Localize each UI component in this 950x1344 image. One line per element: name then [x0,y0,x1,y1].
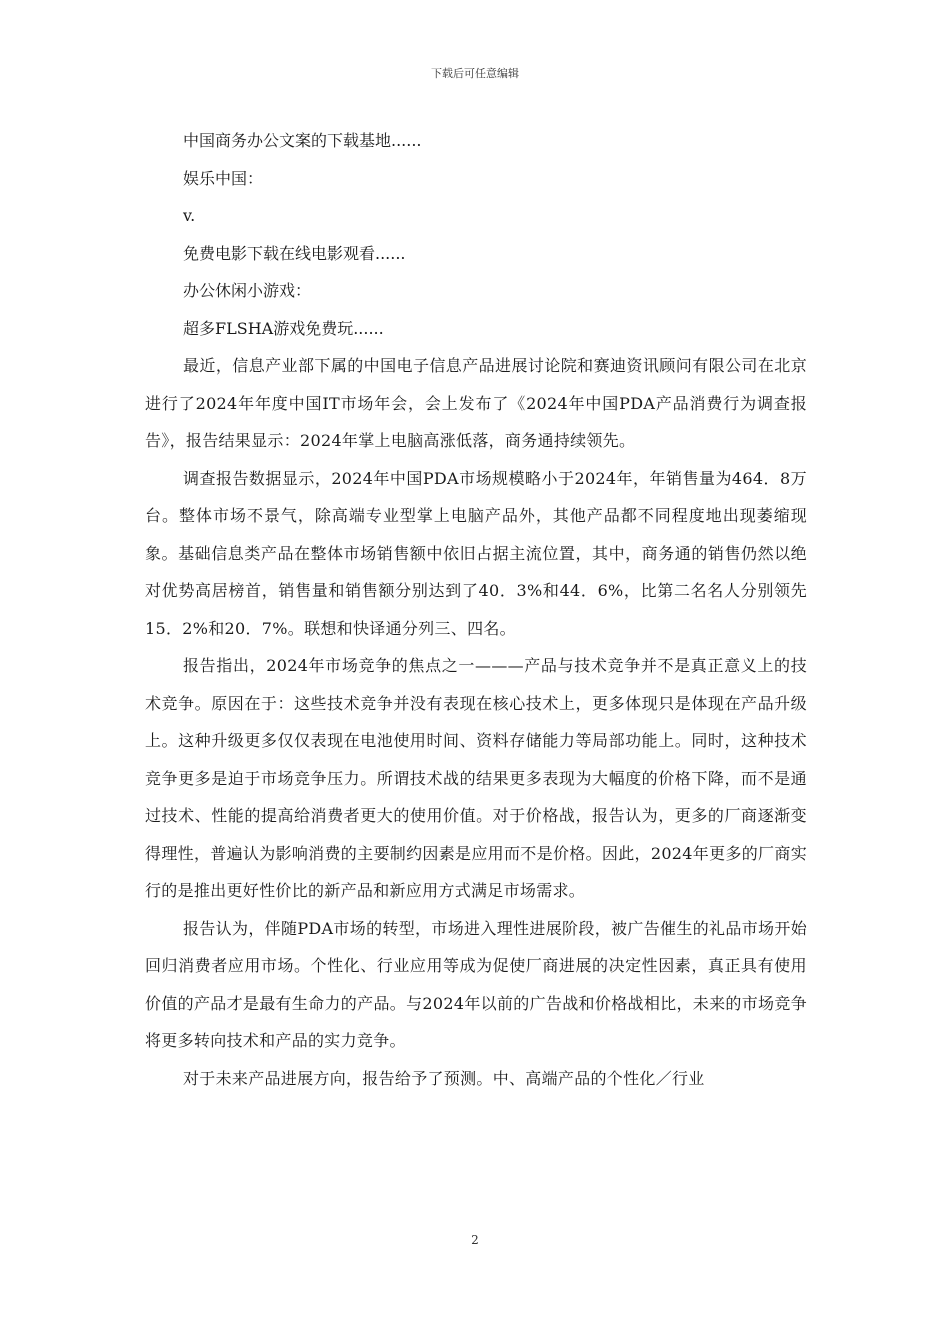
text-line-5: 办公休闲小游戏： [183,281,312,300]
paragraph-4: 报告认为，伴随PDA市场的转型，市场进入理性进展阶段，被广告催生的礼品市场开始回归消费者应用市场。个性化、行业应用等成为促使厂商进展的决定性因素，真正具有使用价值的产品才是最有生命力的产品。与2024年以前的广告战和价格战相比，未来的市场竞争将更多转向技术和产品的实力竞争。 [145,918,807,1050]
paragraph-3: 报告指出，2024年市场竞争的焦点之一———产品与技术竞争并不是真正意义上的技术竞争。原因在于：这些技术竞争并没有表现在核心技术上，更多体现只是体现在产品升级上。这种升级更多仅仅表现在电池使用时间、资料存储能力等局部功能上。同时，这种技术竞争更多是迫于市场竞争压力。所谓技术战的结果更多表现为大幅度的价格下降，而不是通过技术、性能的提高给消费者更大的使用价值。对于价格战，报告认为，更多的厂商逐渐变得理性，普遍认为影响消费的主要制约因素是应用而不是价格。因此，2024年更多的厂商实行的是推出更好性价比的新产品和新应用方式满足市场需求。 [145,656,807,900]
document-body [145,122,807,1097]
text-line-2: 娱乐中国： [183,168,264,188]
text-line-4: 免费电影下载在线电影观看...... [183,243,406,263]
text-line-6: 超多FLSHA游戏免费玩...... [183,318,384,338]
paragraph-2: 调查报告数据显示，2024年中国PDA市场规模略小于2024年，年销售量为464．8万台。整体市场不景气，除高端专业型掌上电脑产品外，其他产品都不同程度地出现萎缩现象。基础信息类产品在整体市场销售额中依旧占据主流位置，其中，商务通的销售仍然以绝对优势高居榜首，销售量和销售额分别达到了40．3%和44．6%，比第二名名人分别领先15．2%和20．7%。联想和快译通分列三、四名。 [145,468,807,638]
paragraph-1: 最近，信息产业部下属的中国电子信息产品进展讨论院和赛迪资讯顾问有限公司在北京进行了2024年年度中国IT市场年会，会上发布了《2024年中国PDA产品消费行为调查报告》，报告结果显示：2024年掌上电脑高涨低落，商务通持续领先。 [145,356,807,450]
text-line-1: 中国商务办公文案的下载基地...... [183,131,422,150]
page-number: 2 [471,1233,479,1247]
page-header: 下载后可任意编辑 [431,67,519,80]
paragraph-5: 对于未来产品进展方向，报告给予了预测。中、高端产品的个性化／行业 [183,1068,705,1088]
text-line-3: v. [183,206,196,225]
